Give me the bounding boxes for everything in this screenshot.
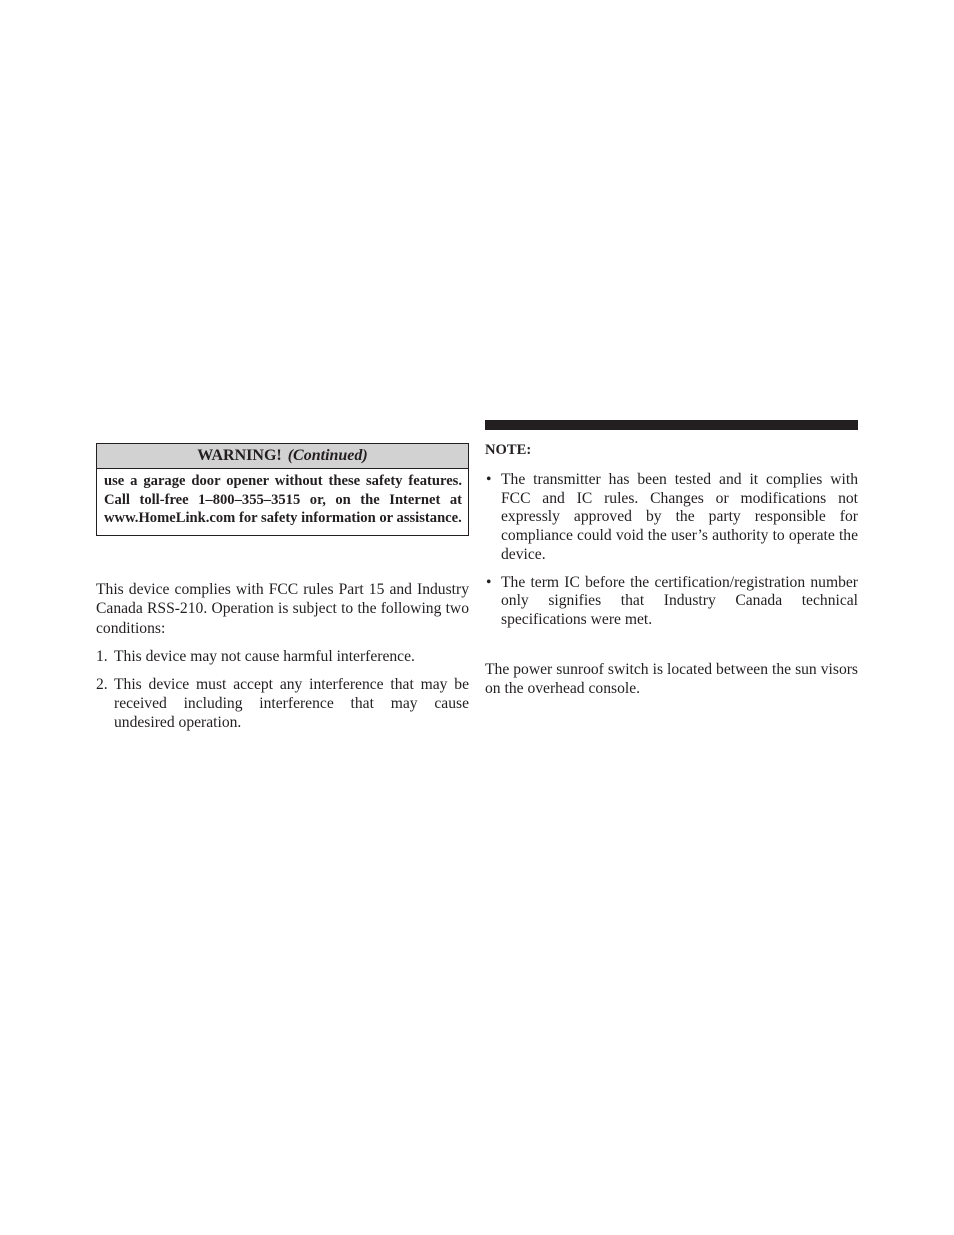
note-list (485, 471, 858, 630)
condition-number: 1. (96, 647, 108, 665)
compliance-paragraph: This device complies with FCC rules Part 15 and Industry Canada RSS-210. Operation is subject to the following two conditions: (96, 581, 469, 637)
bullet-icon: • (486, 471, 492, 488)
note-label: NOTE: (485, 442, 532, 458)
sunroof-paragraph: The power sunroof switch is located between the sun visors on the overhead console. (485, 660, 858, 697)
left-column (96, 443, 469, 742)
warning-box (96, 443, 469, 536)
note-text: The transmitter has been tested and it complies with FCC and IC rules. Changes or modifications not expressly approved by the party responsible for compliance could void the user’s authority to operate the device. (501, 471, 858, 563)
note-item (485, 574, 858, 630)
note-item (485, 471, 858, 565)
conditions-list (96, 647, 469, 733)
note-text: The term IC before the certification/registration number only signifies that Industry Canada technical specifications were met. (501, 573, 858, 628)
warning-title: WARNING! (197, 447, 282, 464)
right-column (485, 420, 858, 698)
condition-item (96, 647, 469, 666)
section-divider-bar (485, 420, 858, 430)
condition-item (96, 675, 469, 733)
warning-continued: (Continued) (287, 447, 368, 464)
warning-header (97, 444, 468, 469)
condition-number: 2. (96, 675, 108, 693)
bullet-icon: • (486, 573, 492, 591)
condition-text: This device must accept any interference that may be received including interference that may cause undesired operation. (114, 675, 469, 732)
warning-text: use a garage door opener without these safety features. Call toll-free 1–800–355–3515 or, on the Internet at www.HomeLink.com for safety information or assistance. (104, 473, 462, 527)
condition-text: This device may not cause harmful interference. (114, 647, 415, 665)
